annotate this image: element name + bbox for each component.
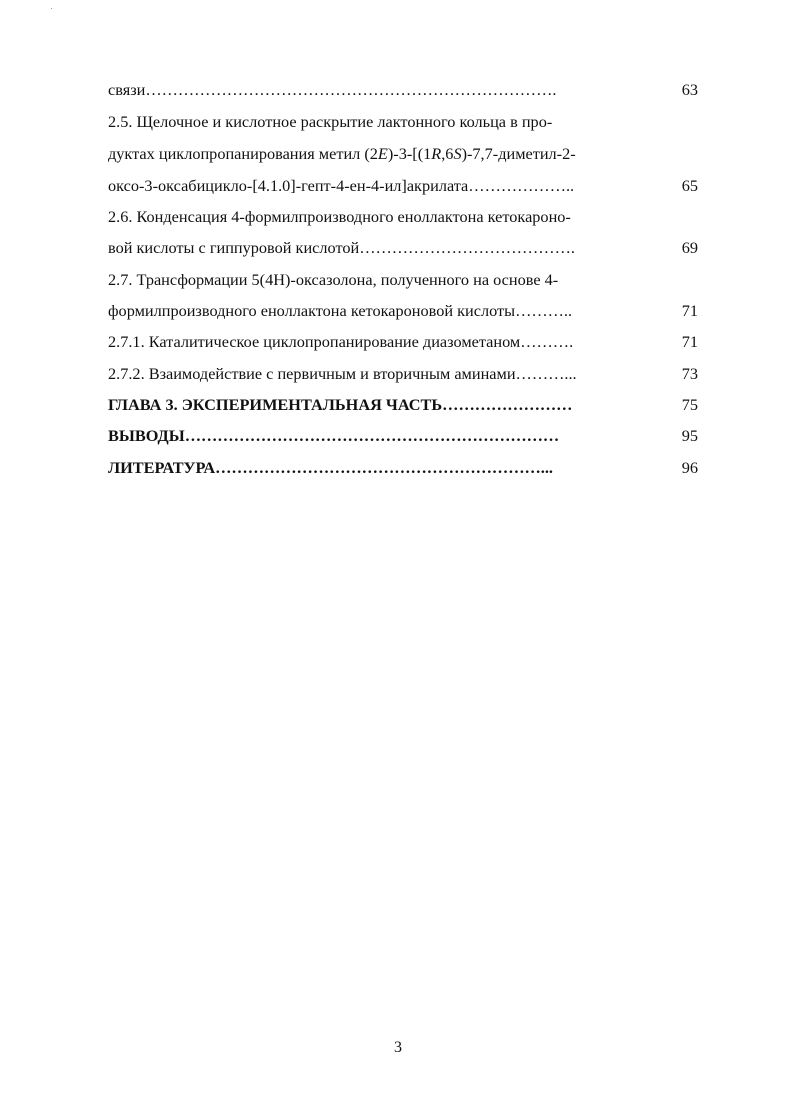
toc-entry-2-5-line-2[interactable] xyxy=(108,144,644,164)
toc-entry-2-7-2[interactable] xyxy=(108,364,644,384)
toc-entry-2-6-line-1[interactable] xyxy=(108,207,644,227)
toc-entry-conclusions[interactable] xyxy=(108,426,644,446)
toc-entry-text: )-3-[(1 xyxy=(387,144,432,163)
toc-page-number: 71 xyxy=(681,332,698,351)
scan-speck xyxy=(51,8,52,9)
toc-page-number: 73 xyxy=(681,364,698,383)
toc-entry-text: 2.7.1. Каталитическое циклопропанирование диазометаном………. xyxy=(108,332,574,351)
toc-entry-text: )-7,7-диметил-2- xyxy=(461,144,576,163)
toc-page-number: 65 xyxy=(681,176,698,195)
toc-entry-text: дуктах циклопропанирования метил (2 xyxy=(108,144,378,163)
page-footer-number: 3 xyxy=(394,1039,402,1056)
toc-entry-text: формилпроизводного еноллактона кетокароновой кислоты……….. xyxy=(108,301,573,320)
toc-entry-text: ВЫВОДЫ…………………………………………………………… xyxy=(108,426,560,445)
toc-entry-text: оксо-3-оксабицикло-[4.1.0]-гепт-4-ен-4-ил]акрилата……………….. xyxy=(108,176,575,195)
toc-entry-text: связи…………………………………………………………………. xyxy=(108,80,557,99)
toc-entry-text: ЛИТЕРАТУРА……………………………………………………... xyxy=(108,458,553,477)
toc-page-number: 69 xyxy=(681,238,698,257)
toc-entry-text: 2.5. Щелочное и кислотное раскрытие лактонного кольца в про- xyxy=(108,112,553,131)
toc-entry-text: 2.7.2. Взаимодействие с первичным и вторичным аминами………... xyxy=(108,364,577,383)
toc-entry-text: ,6 xyxy=(441,144,454,163)
toc-entry-2-5-line-1[interactable] xyxy=(108,112,644,132)
toc-entry-italic: R xyxy=(431,144,442,163)
toc-page-number: 95 xyxy=(681,426,698,445)
toc-entry-literature[interactable] xyxy=(108,458,644,478)
toc-page-number: 75 xyxy=(681,395,698,414)
toc-entry-text: 2.7. Трансформации 5(4H)-оксазолона, полученного на основе 4- xyxy=(108,270,559,289)
toc-entry-chapter-3[interactable] xyxy=(108,395,644,415)
toc-entry-2-7-line-1[interactable] xyxy=(108,270,644,290)
toc-page-number: 71 xyxy=(681,301,698,320)
toc-entry-2-6-line-2[interactable] xyxy=(108,238,644,258)
toc-page-number: 63 xyxy=(681,80,698,99)
toc-entry-italic: E xyxy=(377,144,388,163)
toc-entry-text: 2.6. Конденсация 4-формилпроизводного еноллактона кетокароно- xyxy=(108,207,571,226)
toc-entry-italic: S xyxy=(453,144,462,163)
toc-entry-svyazi[interactable] xyxy=(108,80,644,100)
toc-entry-text: ГЛАВА 3. ЭКСПЕРИМЕНТАЛЬНАЯ ЧАСТЬ…………………… xyxy=(108,395,573,414)
toc-entry-2-5-line-3[interactable] xyxy=(108,176,644,196)
toc-entry-2-7-line-2[interactable] xyxy=(108,301,644,321)
toc-page-number: 96 xyxy=(681,458,698,477)
toc-entry-2-7-1[interactable] xyxy=(108,332,644,352)
toc-entry-text: вой кислоты с гиппуровой кислотой…………………………………. xyxy=(108,238,575,257)
